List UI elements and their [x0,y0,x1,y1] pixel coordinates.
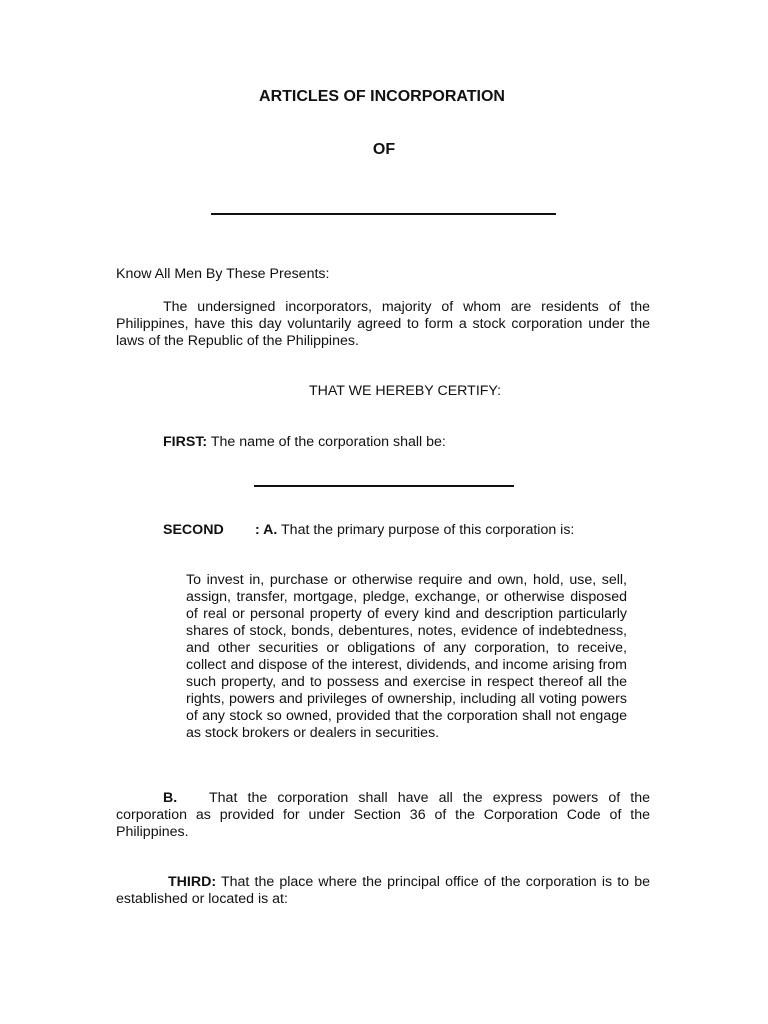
third-text: That the place where the principal office of the corporation is to be established or located is at: [116,874,650,907]
second-article [163,522,663,539]
third-label: THIRD: [168,874,217,890]
name-blank-line [254,485,514,487]
corporation-name-blank-line [211,213,556,215]
first-article [163,434,446,451]
b-label: B. [163,790,178,806]
first-text: The name of the corporation shall be: [210,434,446,450]
second-text: That the primary purpose of this corporation is: [281,522,575,538]
first-label: FIRST: [163,434,208,450]
salutation: Know All Men By These Presents: [116,266,330,282]
document-title: ARTICLES OF INCORPORATION [259,88,505,105]
certify-heading: THAT WE HEREBY CERTIFY: [308,383,502,399]
primary-purpose-paragraph: To invest in, purchase or otherwise require and own, hold, use, sell, assign, transfer, mortgage, pledge, exchange, or otherwise disposed of real or personal property of every kind and description particularly shares of stock, bonds, debentures, notes, evidence of indebtedness, and other securities or obligations of any corporation, to receive, collect and dispose of the interest, dividends, and income arising from such property, and to possess and exercise in respect thereof all the rights, powers and privileges of ownership, including all voting powers of any stock so owned, provided that the corporation shall not engage as stock brokers or dealers in securities. [186,572,627,741]
intro-paragraph: The undersigned incorporators, majority of whom are residents of the Philippines, have this day voluntarily agreed to form a stock corporation under the laws of the Republic of the Philippines. [116,299,650,349]
second-label: SECOND [163,522,224,538]
second-sub-label: : A. [255,522,278,538]
of-heading: OF [372,141,396,158]
section-b-paragraph [116,790,650,841]
third-article-paragraph [116,874,650,908]
b-text: That the corporation shall have all the express powers of the corporation as provided for under Section 36 of the Corporation Code of the Philippines. [116,790,650,840]
